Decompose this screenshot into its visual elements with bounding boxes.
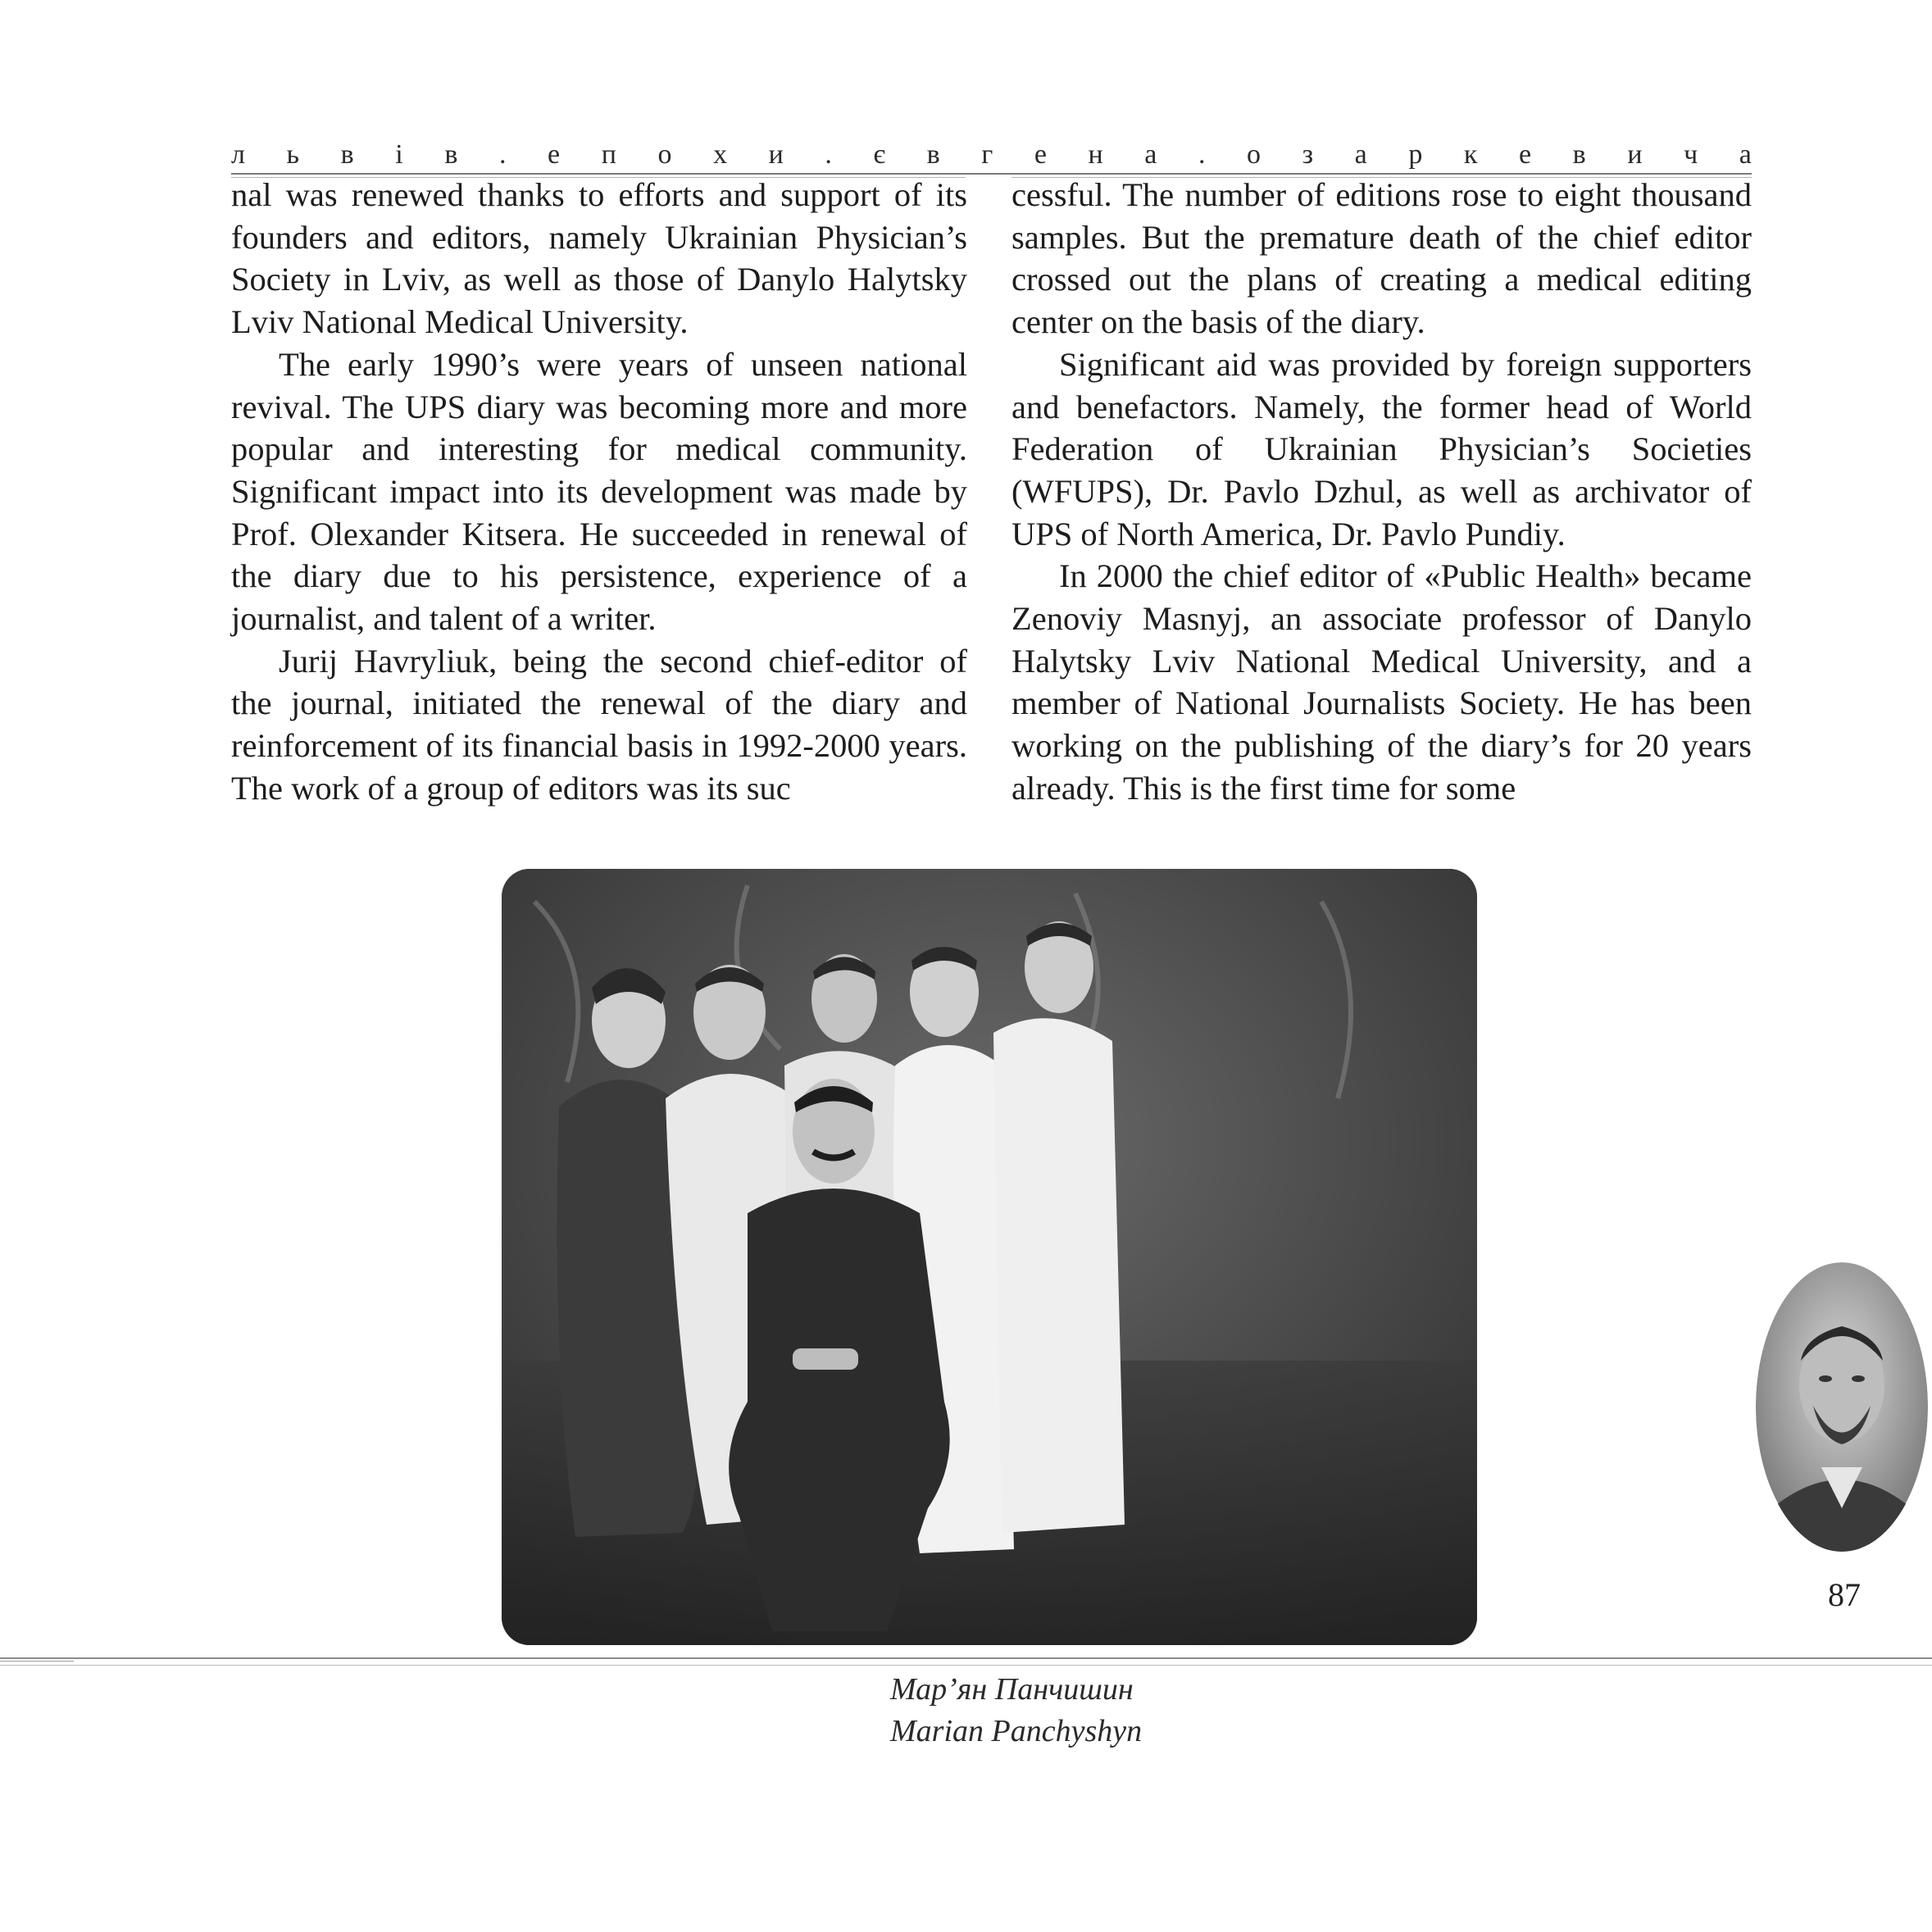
running-head-char: з — [1302, 139, 1314, 170]
running-head-char: х — [713, 139, 728, 170]
portrait-medallion — [1756, 1262, 1928, 1552]
running-head-char: о — [1247, 139, 1261, 170]
running-head-char: а — [1354, 139, 1367, 170]
running-head-char: р — [1408, 139, 1423, 170]
right-paragraph-3: In 2000 the chief editor of «Public Health» became Zenoviy Masnyj, an associate professor of Danylo Halytsky Lviv National Medical University, and a member of National Journalists Society. He has been working on the publishing of the diary’s for 20 years already. This is the first time for some — [1011, 557, 1752, 807]
running-head-char: і — [395, 139, 403, 170]
footer-rule — [0, 1657, 1932, 1659]
running-head-char: н — [1088, 139, 1103, 170]
running-head-char: л — [231, 139, 245, 170]
running-head-char: а — [1144, 139, 1157, 170]
running-head-char: о — [657, 139, 672, 170]
running-head-char: ч — [1684, 139, 1698, 170]
left-paragraph-2: The early 1990’s were years of unseen national revival. The UPS diary was becoming more and more popular and interesting for medical community. Significant impact into its development was made by Prof. Olexander Kitsera. He succeeded in renewal of the diary due to his persistence, experience of a journalist, and talent of a writer. — [231, 345, 967, 638]
footer-rule-thin — [0, 1665, 1932, 1666]
running-head — [231, 131, 1752, 169]
right-paragraph-2: Significant aid was provided by foreign supporters and benefactors. Namely, the former head of World Federation of Ukrainian Physician’s Societies (WFUPS), Dr. Pavlo Dzhul, as well as archivator of UPS of North America, Dr. Pavlo Pundiy. — [1011, 345, 1752, 552]
running-head-char: п — [601, 139, 616, 170]
left-paragraph-3: Jurij Havryliuk, being the second chief-editor of the journal, initiated the renewal of the diary and reinforcement of its financial basis in 1992-2000 years. The work of a group of editors was its suc — [231, 642, 967, 807]
right-paragraph-1: cessful. The number of editions rose to eight thousand samples. But the premature death of the chief editor crossed out the plans of creating a medical editing center on the basis of the diary. — [1011, 176, 1752, 341]
running-head-char: е — [1034, 139, 1047, 170]
footer-rule-stub — [0, 1661, 74, 1662]
running-head-char: в — [926, 139, 940, 170]
running-head-char: ь — [286, 139, 300, 170]
author-name-ukrainian: Мар’ян Панчишин — [890, 1672, 1134, 1707]
author-name-english: Marian Panchyshyn — [890, 1714, 1143, 1748]
running-head-char: . — [1198, 139, 1206, 170]
group-photograph — [502, 869, 1477, 1645]
running-head-char: а — [1739, 139, 1752, 170]
running-head-char: и — [768, 139, 784, 170]
running-head-char: в — [340, 139, 354, 170]
right-text-column — [1011, 174, 1752, 810]
running-head-char: е — [1519, 139, 1532, 170]
running-head-char: г — [981, 139, 993, 170]
running-head-char: в — [1572, 139, 1586, 170]
running-head-char: в — [444, 139, 458, 170]
left-paragraph-1: nal was renewed thanks to efforts and support of its founders and editors, namely Ukrainian Physician’s Society in Lviv, as well as those of Danylo Halytsky Lviv National Medical University. — [231, 176, 967, 341]
left-text-column — [231, 174, 967, 810]
running-head-char: к — [1463, 139, 1478, 170]
page-number: 87 — [1828, 1576, 1861, 1613]
running-head-char: . — [498, 139, 507, 170]
running-head-char: и — [1627, 139, 1643, 170]
running-head-char: є — [873, 139, 886, 170]
running-head-char: . — [825, 139, 832, 170]
author-signature — [890, 1669, 1152, 1752]
running-head-char: е — [548, 139, 561, 170]
